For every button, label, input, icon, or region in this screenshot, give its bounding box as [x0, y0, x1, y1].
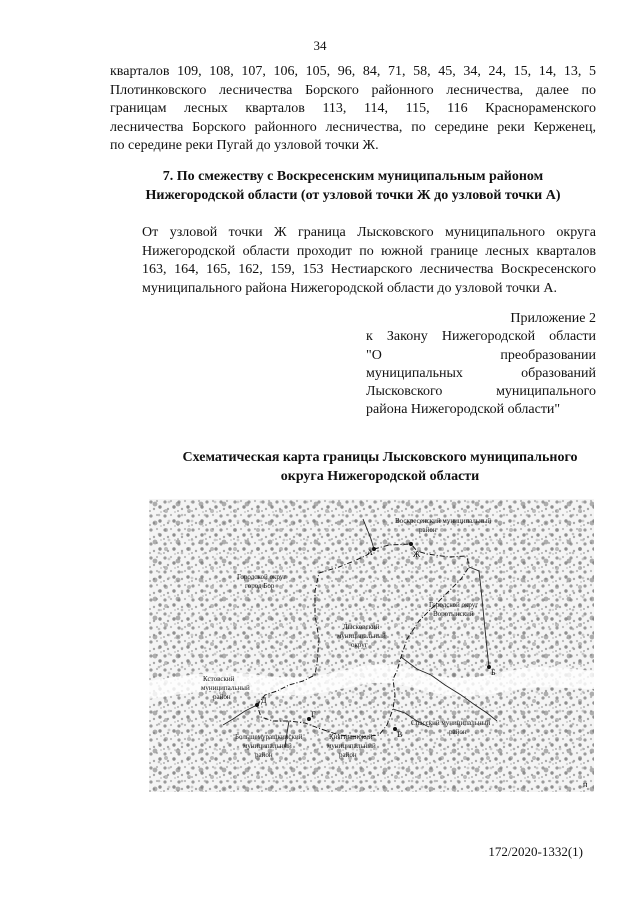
- map-label: муниципальный: [327, 742, 376, 750]
- map-label: округ: [351, 641, 368, 649]
- node-point: [409, 542, 413, 546]
- text-line: лесничества Борского районного лесничества, по середине реки Керженец,: [110, 119, 596, 135]
- text-line: по середине реки Пугай до узловой точки Ж.: [110, 138, 379, 153]
- section7-heading: [110, 168, 596, 205]
- appendix-block: [366, 310, 596, 420]
- map-label: муниципальный: [337, 632, 386, 640]
- heading-line: Нижегородской области (от узловой точки Ж до узловой точки А): [145, 187, 561, 203]
- map-label: Городской округ: [429, 601, 479, 609]
- node-label-zh: Ж: [413, 550, 421, 559]
- map-label: город Бор: [245, 582, 275, 590]
- map-label: Лысковский: [343, 623, 380, 631]
- map-label: Воскресенский муниципальный: [395, 517, 492, 525]
- appendix-line: района Нижегородской области": [366, 402, 561, 418]
- node-label-d: Д: [261, 696, 267, 705]
- map-label: район: [419, 526, 437, 534]
- map-label: Городской округ: [237, 573, 287, 581]
- node-point: [255, 703, 259, 707]
- text-line: границам лесных кварталов 113, 114, 115, 116 Краснораменского: [110, 101, 596, 116]
- text-line: От узловой точки Ж граница Лысковского муниципального округа: [142, 225, 596, 240]
- page-number: 34: [313, 38, 327, 53]
- text-line: кварталов 109, 108, 107, 106, 105, 96, 84, 71, 58, 45, 34, 24, 15, 14, 13, 5: [110, 64, 596, 79]
- text-line: муниципального района Нижегородской области до узловой точки А.: [142, 280, 558, 296]
- heading-line: 7. По смежеству с Воскресенским муниципальным районом: [162, 169, 544, 184]
- appendix-line: муниципальных образований: [366, 365, 596, 381]
- document-id: 172/2020-1332(1): [488, 844, 583, 859]
- map-svg: [149, 499, 594, 792]
- map-title: [140, 449, 620, 486]
- map-label: муниципальный: [201, 684, 250, 692]
- node-label-a: А: [367, 548, 373, 557]
- appendix-line: к Закону Нижегородской области: [366, 329, 596, 345]
- map-label: Княгининский: [329, 733, 373, 741]
- map-title-line: округа Нижегородской области: [280, 468, 480, 484]
- map-label: Кстовский: [203, 675, 235, 683]
- text-line: 163, 164, 165, 162, 159, 153 Нестиарского лесничества Воскресенского: [142, 262, 596, 277]
- text-line: Плотинковского лесничества Борского районного лесничества, далее по: [110, 82, 596, 98]
- node-label-v: В: [397, 730, 403, 739]
- map-label: Большемурашкинский: [235, 733, 303, 741]
- appendix-title: Приложение 2: [510, 311, 596, 326]
- text-line: Нижегородской области проходит по южной границе лесных кварталов: [142, 243, 596, 259]
- map-label: Спасский муниципальный: [411, 719, 491, 727]
- appendix-line: Лысковского муниципального: [366, 384, 596, 400]
- map-label: район: [339, 751, 357, 759]
- map-label: район: [255, 751, 273, 759]
- map-title-line: Схематическая карта границы Лысковского муниципального: [182, 450, 578, 465]
- map-label: Воротынский: [433, 610, 474, 618]
- section7-paragraph: [110, 224, 596, 298]
- node-label-b: Б: [491, 668, 496, 677]
- node-label-g: Г: [311, 710, 316, 719]
- map-label: район: [449, 728, 467, 736]
- appendix-line: "О преобразовании: [366, 347, 596, 363]
- schematic-map: [149, 499, 594, 792]
- map-label: муниципальный: [243, 742, 292, 750]
- map-label: район: [213, 693, 231, 701]
- map-corner-mark: н: [583, 780, 588, 789]
- section6-tail-paragraph: [110, 63, 596, 156]
